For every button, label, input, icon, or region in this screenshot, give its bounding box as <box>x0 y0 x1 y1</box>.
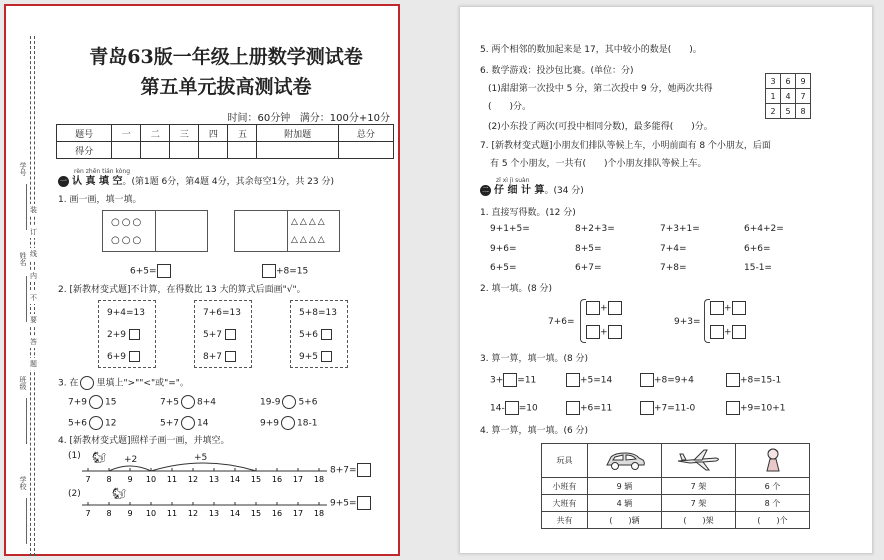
c3-item: 14- =10 <box>490 401 538 415</box>
answer-box[interactable] <box>726 373 740 387</box>
c3-item: 3+ =11 <box>490 373 536 387</box>
number-line-tick-label: 11 <box>166 509 178 518</box>
number-line-tick-label: 15 <box>250 509 262 518</box>
binding-cut-char: 不 <box>30 294 37 302</box>
q4-label-2: (2) <box>68 489 81 499</box>
c1-expression: 9+6= <box>490 244 517 254</box>
number-line-tick-label: 18 <box>313 475 325 484</box>
q2-expr: 2+9 <box>107 329 140 341</box>
number-line-tick-label: 15 <box>250 475 262 484</box>
c1-expression: 9+1+5= <box>490 224 530 234</box>
score-header-cell: 一 <box>112 125 141 142</box>
jump-arc <box>151 463 256 471</box>
c2-split: + <box>586 325 622 339</box>
toys-corner: 玩具 <box>542 444 588 478</box>
car-icon <box>588 444 662 478</box>
left-page <box>4 4 400 556</box>
answer-box[interactable] <box>608 301 622 315</box>
c3-item: +8=15-1 <box>726 373 781 387</box>
answer-box[interactable] <box>732 325 746 339</box>
answer-blank[interactable]: ( )辆 <box>588 512 662 529</box>
q3-text: 3. 在 里填上">""<"或"="。 <box>58 376 189 390</box>
binding-cut-char: 线 <box>30 250 37 258</box>
answer-box[interactable] <box>640 401 654 415</box>
number-line-tick-label: 17 <box>292 475 304 484</box>
c1-expression: 7+4= <box>660 244 687 254</box>
score-row-label: 得分 <box>57 142 112 159</box>
c3-item: +5=14 <box>566 373 612 387</box>
sec1-title: 认 真 填 空 <box>72 176 123 187</box>
sec2-number-badge: 二 <box>482 186 489 194</box>
q3-item: 19-9 5+6 <box>260 395 317 409</box>
toys-row: 小班有 9 辆 7 架 6 个 <box>542 478 810 495</box>
number-line-tick-label: 13 <box>208 509 220 518</box>
c1-expression: 15-1= <box>744 263 772 273</box>
answer-box[interactable] <box>640 373 654 387</box>
number-line-tick-label: 16 <box>271 475 283 484</box>
right-page <box>459 6 873 554</box>
number-line-tick-label: 12 <box>187 475 199 484</box>
answer-box[interactable] <box>503 373 517 387</box>
q2-expr: 5+6 <box>299 329 332 341</box>
number-line-tick-label: 9 <box>127 475 133 484</box>
number-line-tick-label: 12 <box>187 509 199 518</box>
score-header-cell: 五 <box>228 125 257 142</box>
answer-box[interactable] <box>357 496 371 510</box>
q3-item: 7+5 8+4 <box>160 395 216 409</box>
c1-expression: 8+5= <box>575 244 602 254</box>
q2-expr: 9+4=13 <box>107 308 145 318</box>
sec1-number-badge: 一 <box>60 177 67 185</box>
toys-row: 共有 ( )辆 ( )架 ( )个 <box>542 512 810 529</box>
sec2-heading <box>480 185 584 197</box>
c2-expr1: 7+6= <box>548 317 575 327</box>
number-line-tick-label: 9 <box>127 509 133 518</box>
c3-text: 3. 算一算，填一填。(8 分) <box>480 354 589 364</box>
answer-box[interactable] <box>586 325 600 339</box>
score-header-cell: 四 <box>199 125 228 142</box>
answer-box[interactable] <box>608 325 622 339</box>
q2-text: 2. [新教材变式题]不计算，在得数比 13 大的算式后面画"√"。 <box>58 285 306 295</box>
binding-cut-char: 题 <box>30 360 37 368</box>
binding-cut-char: 答 <box>30 338 37 346</box>
answer-box[interactable] <box>732 301 746 315</box>
q2-expr: 8+7 <box>203 351 236 363</box>
c2-split: + <box>586 301 622 315</box>
q6-part2: (2)小东投了两次(可投中相同分数)，最多能得( )分。 <box>488 122 713 132</box>
score-header-cell: 附加题 <box>257 125 338 142</box>
score-header-cell: 二 <box>141 125 170 142</box>
number-line-tick-label: 18 <box>313 509 325 518</box>
answer-box[interactable] <box>505 401 519 415</box>
doll-icon <box>736 444 810 478</box>
number-line-tick-label: 17 <box>292 509 304 518</box>
q1-circles: ○○○ <box>111 217 144 228</box>
q1-triangles: △△△△ <box>291 217 327 227</box>
number-line-tick-label: 7 <box>85 509 91 518</box>
exam-time: 时间：60分钟 <box>227 113 291 124</box>
q6-text: 6. 数学游戏：投沙包比赛。(单位：分) <box>480 66 634 76</box>
number-line-tick-label: 7 <box>85 475 91 484</box>
q7-text-line2: 有 5 个小朋友，一共有( )个小朋友排队等候上车。 <box>490 159 707 169</box>
q3-item: 9+9 18-1 <box>260 416 317 430</box>
number-line-tick-label: 8 <box>106 475 112 484</box>
c3-item: +9=10+1 <box>726 401 786 415</box>
sec1-pinyin: rèn zhēn tián kòng <box>74 168 131 175</box>
q1-text: 1. 画一画，填一填。 <box>58 195 142 205</box>
q6-part1: (1)甜甜第一次投中 5 分，第二次投中 9 分，她两次共得 <box>488 84 713 94</box>
q1-circles: ○○○ <box>111 235 144 246</box>
c1-expression: 6+5= <box>490 263 517 273</box>
c1-expression: 6+4+2= <box>744 224 784 234</box>
c2-text: 2. 填一填。(8 分) <box>480 284 553 294</box>
q2-expr: 5+7 <box>203 329 236 341</box>
c3-item: +6=11 <box>566 401 612 415</box>
sec2-pinyin: zǐ xì jì suàn <box>496 177 530 184</box>
exam-full-score: 满分：100分+10分 <box>299 113 390 124</box>
q4-eq1: 8+7= <box>330 463 371 477</box>
q1-eq2-text: +8=15 <box>276 266 309 277</box>
binding-cut-char: 装 <box>30 206 37 214</box>
q4-text: 4. [新教材变式题]照样子画一画，并填空。 <box>58 436 230 446</box>
answer-box[interactable] <box>566 373 580 387</box>
binding-label-school: 学校 <box>19 476 27 490</box>
airplane-icon <box>662 444 736 478</box>
c1-expression: 7+3+1= <box>660 224 700 234</box>
binding-cut-char: 要 <box>30 316 37 324</box>
q2-expr: 6+9 <box>107 351 140 363</box>
q4-label-1: (1) <box>68 451 81 461</box>
c2-expr2: 9+3= <box>674 317 701 327</box>
answer-box[interactable] <box>566 401 580 415</box>
answer-box[interactable] <box>710 301 724 315</box>
c4-text: 4. 算一算，填一填。(6 分) <box>480 426 589 436</box>
score-header-cell: 三 <box>170 125 199 142</box>
toys-row: 大班有 4 辆 7 架 8 个 <box>542 495 810 512</box>
answer-blank[interactable]: ( )架 <box>662 512 736 529</box>
squirrel-icon: 🐿 <box>112 487 126 500</box>
number-line-tick-label: 13 <box>208 475 220 484</box>
number-line-tick-label: 10 <box>145 509 157 518</box>
q1-eq1-text: 6+5= <box>130 266 157 277</box>
score-header-cell: 总分 <box>338 125 393 142</box>
c1-text: 1. 直接写得数。(12 分) <box>480 208 576 218</box>
score-header-cell: 题号 <box>57 125 112 142</box>
q3-item: 5+6 12 <box>68 416 116 430</box>
answer-blank[interactable]: ( )个 <box>736 512 810 529</box>
q4-jump-label-large: +5 <box>194 453 208 463</box>
q5-text: 5. 两个相邻的数加起来是 17，其中较小的数是( )。 <box>480 45 702 55</box>
answer-box[interactable] <box>357 463 371 477</box>
c1-expression: 6+7= <box>575 263 602 273</box>
q6-part1-answer: ( )分。 <box>488 102 532 112</box>
sec1-desc: 。(第1题 6分，第4题 4分，其余每空1分，共 23 分) <box>122 177 335 187</box>
sec2-desc: 。(34 分) <box>544 186 584 196</box>
c3-item: +8=9+4 <box>640 373 694 387</box>
toys-header-row <box>542 444 810 478</box>
c1-expression: 7+8= <box>660 263 687 273</box>
q7-text-line1: 7. [新教材变式题]小朋友们排队等候上车，小明前面有 8 个小朋友，后面 <box>480 141 771 151</box>
number-line-tick-label: 14 <box>229 509 241 518</box>
answer-box[interactable] <box>710 325 724 339</box>
answer-box[interactable] <box>586 301 600 315</box>
answer-box[interactable] <box>726 401 740 415</box>
binding-label-id: 学号 <box>19 162 27 176</box>
q6-target-grid: 3 6 9 1 4 7 2 5 8 <box>765 73 811 119</box>
c1-expression: 6+6= <box>744 244 771 254</box>
toys-table <box>541 443 810 529</box>
number-line-tick-label: 8 <box>106 509 112 518</box>
number-line-tick-label: 16 <box>271 509 283 518</box>
c3-item: +7=11-0 <box>640 401 695 415</box>
binding-cut-char: 订 <box>30 228 37 236</box>
binding-label-class: 班级 <box>19 376 27 390</box>
number-line-tick-label: 14 <box>229 475 241 484</box>
exam-title: 青岛63版一年级上册数学测试卷 <box>89 46 363 68</box>
exam-subtitle: 第五单元拔高测试卷 <box>140 76 312 98</box>
c2-split: + <box>710 325 746 339</box>
q3-item: 5+7 14 <box>160 416 208 430</box>
c2-split: + <box>710 301 746 315</box>
q4-eq2: 9+5= <box>330 496 371 510</box>
squirrel-icon: 🐿 <box>92 451 106 464</box>
c1-expression: 8+2+3= <box>575 224 615 234</box>
binding-label-name: 姓名 <box>19 252 27 266</box>
q1-triangles: △△△△ <box>291 235 327 245</box>
q4-jump-label-small: +2 <box>124 455 138 465</box>
binding-cut-char: 内 <box>30 272 37 280</box>
q3-item: 7+9 15 <box>68 395 116 409</box>
number-line-tick-label: 10 <box>145 475 157 484</box>
q2-expr: 5+8=13 <box>299 308 337 318</box>
q2-expr: 9+5 <box>299 351 332 363</box>
q2-expr: 7+6=13 <box>203 308 241 318</box>
number-line-tick-label: 11 <box>166 475 178 484</box>
sec2-title: 仔 细 计 算 <box>494 185 545 196</box>
